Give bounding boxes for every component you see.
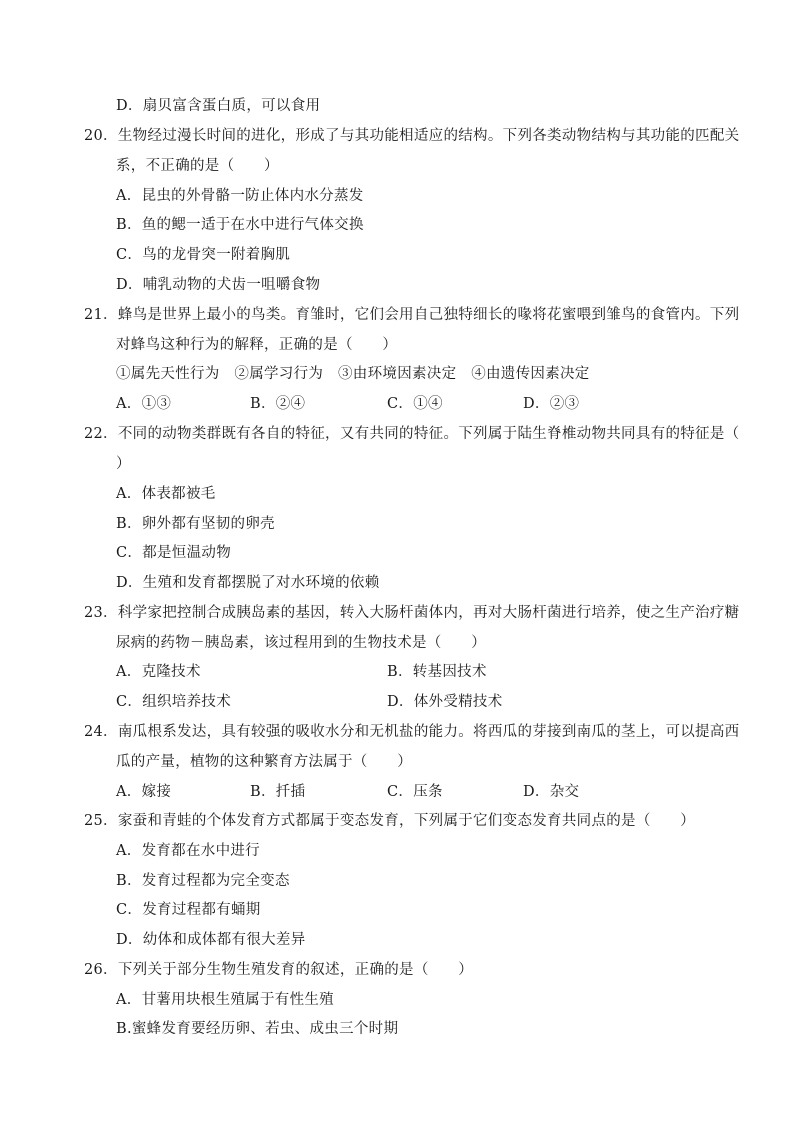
q25-option-a: A．发育都在水中进行: [116, 843, 260, 859]
q20-option-b: B．鱼的鳃一适于在水中进行气体交换: [116, 217, 364, 233]
q22-stem-line-2: ）: [116, 456, 131, 472]
q24-options-row: [0, 782, 800, 802]
q20-option-a: A．昆虫的外骨骼一防止体内水分蒸发: [116, 188, 364, 204]
q26-option-b: B.蜜蜂发育要经历卵、若虫、成虫三个时期: [116, 1021, 399, 1037]
q23-stem-line-1: 23．科学家把控制合成胰岛素的基因，转入大肠杆菌体内，再对大肠杆菌进行培养，使之生产治疗糖: [84, 605, 740, 621]
q25-option-b: B．发育过程都为完全变态: [116, 873, 290, 889]
q23-option-b: B．转基因技术: [387, 664, 487, 680]
q22-option-b: B．卵外都有坚韧的卵壳: [116, 516, 275, 532]
q21-option-c: C．①④: [387, 396, 443, 412]
q20-option-c: C．鸟的龙骨突一附着胸肌: [116, 247, 291, 263]
q20-option-d: D．哺乳动物的犬齿一咀嚼食物: [116, 277, 321, 293]
q24-option-a: A．嫁接: [116, 784, 172, 800]
q22-option-d: D．生殖和发育都摆脱了对水环境的依赖: [116, 575, 380, 591]
q23-options-row-1: [0, 662, 800, 682]
q22-stem-line-1: 22．不同的动物类群既有各自的特征，又有共同的特征。下列属于陆生脊椎动物共同具有的特征是（: [84, 426, 740, 442]
q22-option-c: C．都是恒温动物: [116, 545, 231, 561]
q21-statement-items: ①属先天性行为 ②属学习行为 ③由环境因素决定 ④由遗传因素决定: [116, 366, 590, 382]
q25-stem-line-1: 25．家蚕和青蛙的个体发育方式都属于变态发育，下列属于它们变态发育共同点的是（ ）: [84, 813, 696, 829]
q23-option-d: D．体外受精技术: [387, 694, 503, 710]
q25-option-c: C．发育过程都有蛹期: [116, 902, 261, 918]
q19-option-d: D．扇贝富含蛋白质，可以食用: [116, 98, 321, 114]
q21-option-a: A．①③: [116, 396, 172, 412]
q23-stem-line-2: 尿病的药物－胰岛素，该过程用到的生物技术是（ ）: [116, 635, 486, 651]
q22-option-a: A．体表都被毛: [116, 486, 216, 502]
q23-options-row-2: [0, 692, 800, 712]
q26-stem-line-1: 26．下列关于部分生物生殖发育的叙述，正确的是（ ）: [84, 962, 474, 978]
q24-stem-line-1: 24．南瓜根系发达，具有较强的吸收水分和无机盐的能力。将西瓜的芽接到南瓜的茎上，可以提高西: [84, 724, 740, 740]
q24-option-d: D．杂交: [523, 784, 580, 800]
q24-stem-line-2: 瓜的产量，植物的这种繁育方法属于（ ）: [116, 754, 412, 770]
q20-stem-line-2: 系，不正确的是（ ）: [116, 158, 279, 174]
q21-stem-line-2: 对蜂鸟这种行为的解释，正确的是（ ）: [116, 337, 398, 353]
q21-stem-line-1: 21．蜂鸟是世界上最小的鸟类。育雏时，它们会用自己独特细长的喙将花蜜喂到雏鸟的食管内。下列: [84, 307, 740, 323]
q21-option-b: B．②④: [250, 396, 306, 412]
q23-option-c: C．组织培养技术: [116, 694, 231, 710]
q26-option-a: A．甘薯用块根生殖属于有性生殖: [116, 992, 334, 1008]
q21-options-row: [0, 394, 800, 414]
q21-option-d: D．②③: [523, 396, 580, 412]
q24-option-c: C．压条: [387, 784, 443, 800]
q25-option-d: D．幼体和成体都有很大差异: [116, 932, 306, 948]
q24-option-b: B．扦插: [250, 784, 306, 800]
q20-stem-line-1: 20．生物经过漫长时间的进化，形成了与其功能相适应的结构。下列各类动物结构与其功能的匹配关: [84, 128, 740, 144]
q23-option-a: A．克隆技术: [116, 664, 201, 680]
